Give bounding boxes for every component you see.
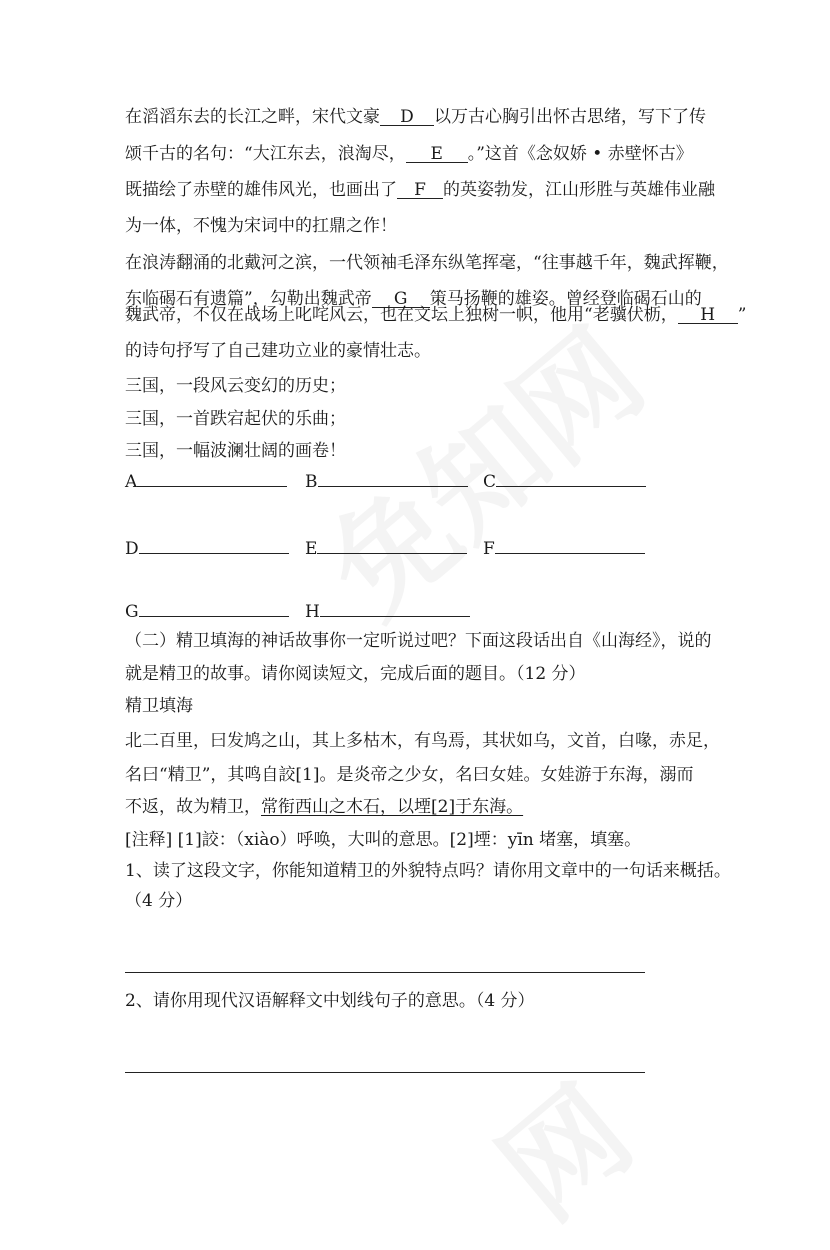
- section2-title: 精卫填海: [125, 696, 193, 716]
- blank-e: E: [406, 144, 468, 163]
- answer-g: G: [125, 600, 289, 622]
- question2-answer-line[interactable]: [125, 1072, 645, 1073]
- answer-a: A: [125, 470, 287, 492]
- three-kingdoms-line2: 三国，一首跌宕起伏的乐曲；: [125, 409, 346, 429]
- question1-answer-line[interactable]: [125, 972, 645, 973]
- answer-h-line[interactable]: [320, 600, 470, 617]
- answer-c-line[interactable]: [496, 470, 646, 487]
- question1-line1: 1、读了这段文字，你能知道精卫的外貌特点吗？请你用文章中的一句话来概括。: [125, 861, 731, 881]
- blank-f: F: [397, 180, 443, 199]
- answer-h: H: [305, 600, 470, 622]
- answer-b: B: [305, 470, 468, 492]
- passage2-line3: 魏武帝，不仅在战场上叱咤风云，也在文坛上独树一帜，他用“老骥伏枥， H ”: [125, 305, 747, 325]
- answer-a-line[interactable]: [137, 470, 287, 487]
- section2-intro-line1: （二）精卫填海的神话故事你一定听说过吧？下面这段话出自《山海经》，说的: [125, 631, 712, 651]
- section2-note: [注释] [1]詨：（xiào）呼唤，大叫的意思。[2]堙：yīn 堵塞，填塞。: [125, 830, 642, 850]
- section2-intro-line2: 就是精卫的故事。请你阅读短文，完成后面的题目。（12 分）: [125, 664, 586, 684]
- underlined-sentence: 常衔西山之木石，以堙[2]于东海。: [261, 797, 524, 817]
- blank-d: D: [380, 107, 434, 126]
- answer-f: F: [483, 537, 645, 559]
- passage2-line1: 在浪涛翻涌的北戴河之滨，一代领袖毛泽东纵笔挥毫，“往事越千年，魏武挥鞭，: [125, 253, 729, 273]
- section2-text-line1: 北二百里，曰发鸠之山，其上多枯木，有鸟焉，其状如乌，文首，白喙，赤足，: [125, 731, 720, 751]
- answer-g-line[interactable]: [139, 600, 289, 617]
- answer-c: C: [483, 470, 646, 492]
- question1-line2: （4 分）: [125, 891, 193, 911]
- answer-b-line[interactable]: [318, 470, 468, 487]
- passage1-line1: 在滔滔东去的长江之畔，宋代文豪 D 以万古心胸引出怀古思绪，写下了传: [125, 107, 706, 127]
- answer-d: D: [125, 537, 289, 559]
- answer-d-line[interactable]: [139, 537, 289, 554]
- answer-e-line[interactable]: [317, 537, 467, 554]
- section2-text-line3: 不返，故为精卫，常衔西山之木石，以堙[2]于东海。: [125, 797, 524, 817]
- passage2-line2: 东临碣石有遗篇”，勾勒出魏武帝 G 策马扬鞭的雄姿。曾经登临碣石山的: [125, 289, 702, 309]
- watermark: [287, 284, 673, 647]
- passage1-line2: 颂千古的名句：“大江东去，浪淘尽， E 。”这首《念奴娇 • 赤壁怀古》: [125, 144, 693, 164]
- answer-f-line[interactable]: [495, 537, 645, 554]
- passage1-line3: 既描绘了赤壁的雄伟风光，也画出了 F 的英姿勃发，江山形胜与英雄伟业融: [125, 180, 715, 200]
- section2-text-line2: 名曰“精卫”，其鸣自詨[1]。是炎帝之少女，名曰女娃。女娃游于东海，溺而: [125, 765, 694, 785]
- answer-e: E: [305, 537, 467, 559]
- passage2-line4: 的诗句抒写了自己建功立业的豪情壮志。: [125, 341, 431, 361]
- question2: 2、请你用现代汉语解释文中划线句子的意思。（4 分）: [125, 991, 535, 1011]
- three-kingdoms-line3: 三国，一幅波澜壮阔的画卷！: [125, 441, 346, 461]
- passage1-line4: 为一体，不愧为宋词中的扛鼎之作！: [125, 216, 397, 236]
- three-kingdoms-line1: 三国，一段风云变幻的历史；: [125, 376, 346, 396]
- blank-h: H: [678, 305, 738, 324]
- blank-g: G: [372, 289, 430, 308]
